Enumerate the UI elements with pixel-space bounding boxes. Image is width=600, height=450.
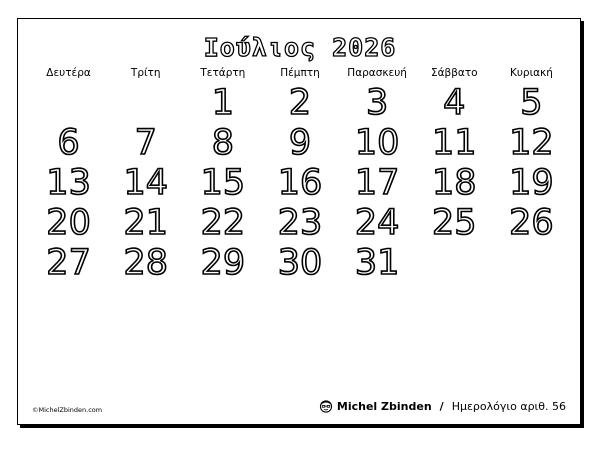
author-name: Michel Zbinden: [336, 399, 432, 413]
empty-day-cell: [107, 83, 184, 123]
weekday-thursday: Πέμπτη: [280, 67, 320, 79]
day-cell: 31: [354, 242, 400, 283]
day-cell: 28: [123, 242, 168, 283]
day-cell: 7: [134, 122, 157, 163]
day-cell: 14: [123, 162, 168, 203]
day-cell: 25: [432, 202, 477, 243]
day-cell: 5: [520, 82, 543, 123]
day-cell: 9: [288, 122, 312, 163]
day-cell: 13: [46, 162, 91, 203]
face-icon: [319, 399, 333, 413]
calendar-title: Ιούλιος 2026: [203, 33, 397, 62]
day-cell: 4: [443, 82, 466, 123]
day-cell: 1: [211, 82, 234, 123]
weekday-sunday: Κυριακή: [509, 67, 553, 79]
day-grid: [30, 83, 570, 283]
calendar-number: Ημερολόγιο αριθ. 56: [451, 399, 566, 413]
day-cell: 27: [46, 242, 91, 283]
day-cell: 21: [123, 202, 168, 243]
day-cell: 6: [57, 122, 80, 163]
website-credit: ©MichelZbinden.com: [32, 406, 103, 414]
weekday-wednesday: Τετάρτη: [200, 67, 246, 79]
day-cell: 17: [354, 162, 400, 203]
weekday-header-row: [30, 67, 570, 79]
day-cell: 3: [365, 82, 389, 123]
day-cell: 12: [509, 122, 554, 163]
credit-separator: /: [439, 399, 444, 413]
weekday-monday: Δευτέρα: [46, 67, 91, 79]
day-cell: 18: [432, 162, 477, 203]
weekday-tuesday: Τρίτη: [130, 67, 161, 79]
day-cell: 10: [354, 122, 400, 163]
day-cell: 23: [277, 202, 323, 243]
empty-day-cell: [30, 83, 107, 123]
day-cell: 2: [288, 82, 312, 123]
author-credit: [319, 399, 566, 413]
day-cell: 22: [200, 202, 246, 243]
day-cell: 16: [277, 162, 323, 203]
day-cell: 15: [200, 162, 246, 203]
day-cell: 19: [509, 162, 554, 203]
day-cell: 26: [509, 202, 554, 243]
weekday-friday: Παρασκευή: [347, 67, 407, 79]
day-cell: 29: [200, 242, 246, 283]
day-cell: 11: [432, 122, 477, 163]
weekday-saturday: Σάββατο: [430, 67, 478, 79]
day-cell: 24: [354, 202, 400, 243]
day-cell: 30: [277, 242, 323, 283]
day-cell: 20: [46, 202, 91, 243]
day-cell: 8: [211, 122, 234, 163]
